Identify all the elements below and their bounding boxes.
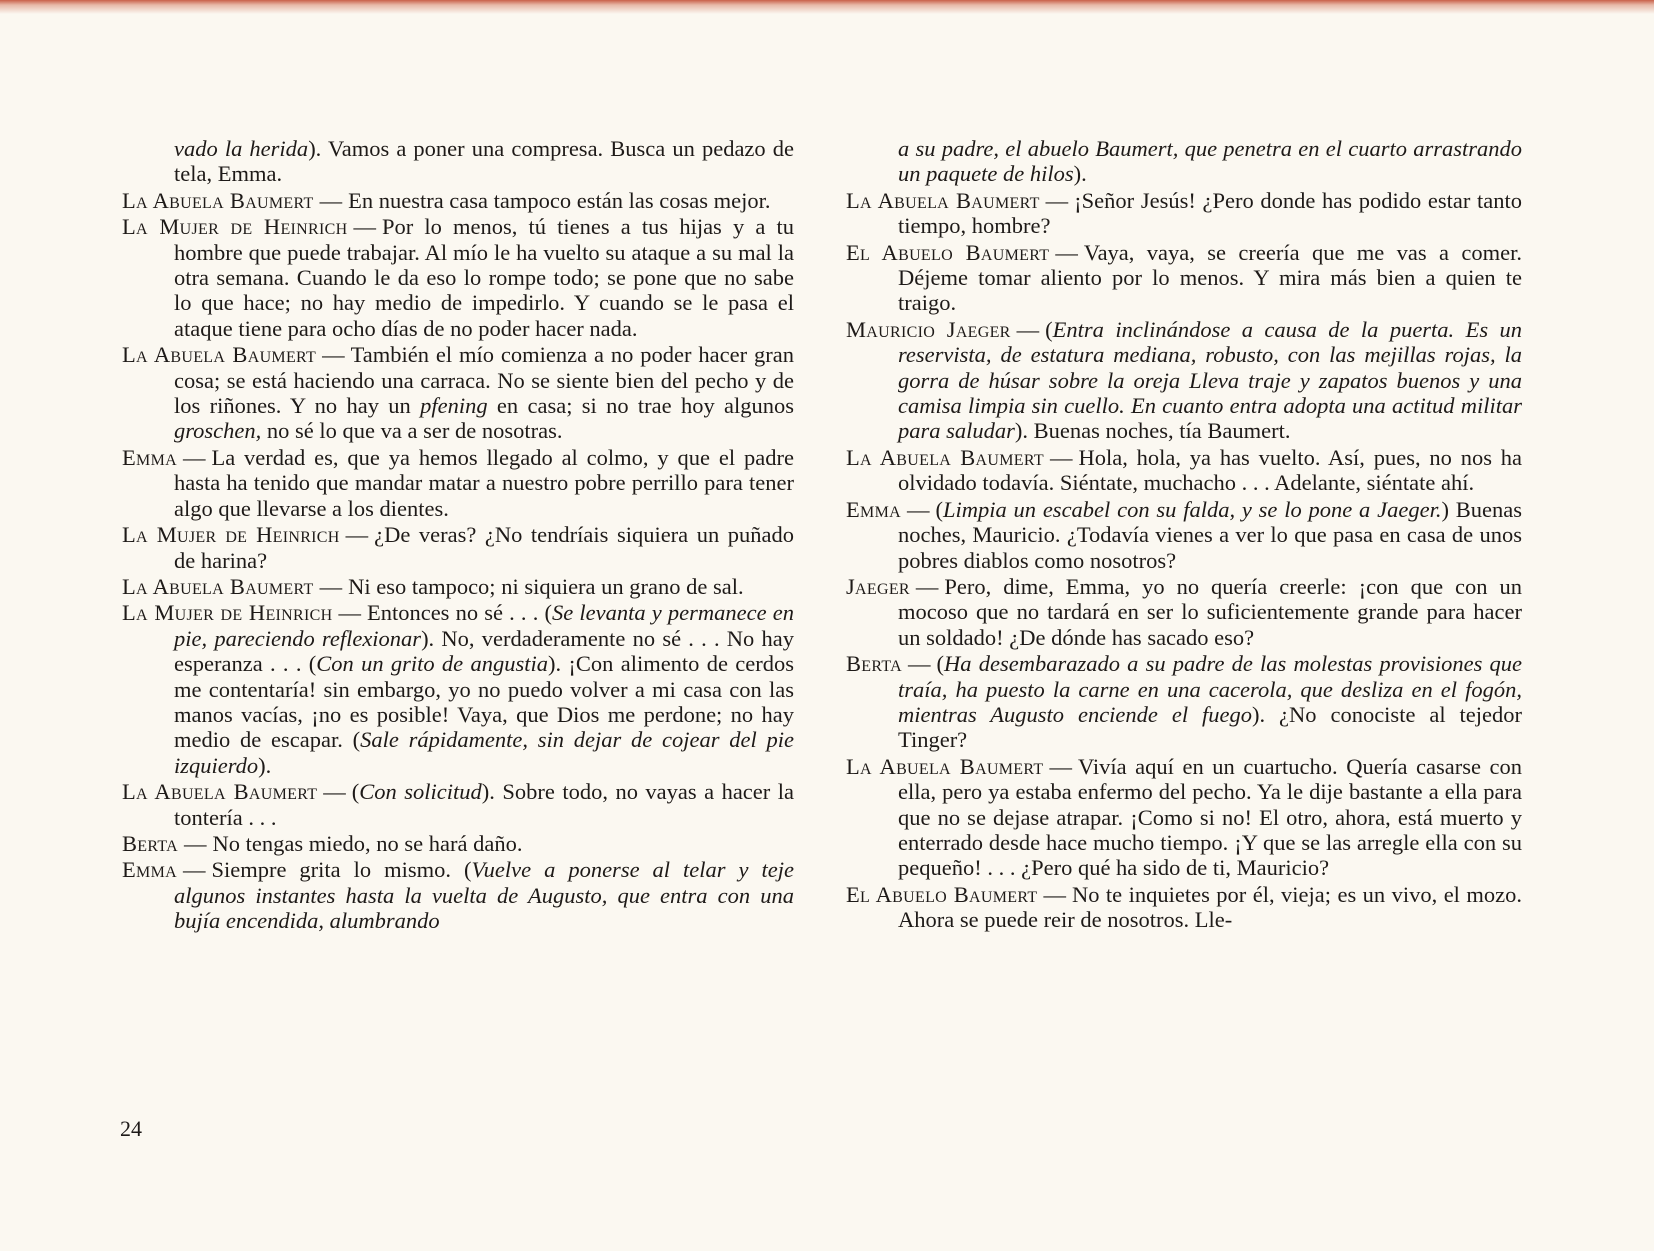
speaker-name: La Abuela Baumert bbox=[846, 753, 1044, 779]
dialogue-paragraph bbox=[122, 779, 794, 830]
dialogue-text: ). ¡Con alimento de cerdos me contentaría! sin embargo, yo no puedo volver a mi casa con las manos vacías, ¡no es posible! Vaya, que Dios me perdone; no hay medio de escapar. ( bbox=[174, 651, 794, 753]
speaker-name: Jaeger bbox=[846, 573, 910, 599]
dialogue-text: No tengas miedo, no se hará daño. bbox=[212, 830, 523, 856]
dialogue-text: no sé lo que va a ser de nosotras. bbox=[261, 418, 563, 444]
dialogue-text: ¿De veras? ¿No tendríais siquiera un puñado de harina? bbox=[174, 522, 794, 573]
dialogue-text: También el mío comienza a no poder hacer gran cosa; se está haciendo una carraca. No se siente bien del pecho y de los riñones. Y no hay un bbox=[174, 342, 794, 419]
dialogue-text: Pero, dime, Emma, yo no quería creerle: ¡con que con un mocoso que no tardará en ser lo suficientemente grande para hacer un soldado! ¿De dónde has sacado eso? bbox=[898, 573, 1522, 650]
speaker-name: La Abuela Baumert bbox=[846, 187, 1040, 213]
dialogue-paragraph bbox=[122, 600, 794, 778]
dialogue-text: ¡Señor Jesús! ¿Pero donde has podido estar tanto tiempo, hombre? bbox=[898, 187, 1522, 239]
speaker-dash: — bbox=[1016, 316, 1040, 342]
dialogue-paragraph bbox=[122, 522, 794, 573]
stage-direction: Limpia un escabel con su falda, y se lo pone a Jaeger. bbox=[942, 496, 1442, 522]
stage-direction: Entra inclinándose a causa de la puerta. Es un reservista, de estatura mediana, robusto, con las mejillas rojas, la gorra de húsar sobre la oreja Lleva traje y zapatos buenos y una camisa limpia sin cuello. En cuanto entra adopta una actitud militar para saludar bbox=[898, 316, 1522, 444]
speaker-name: La Mujer de Heinrich bbox=[122, 214, 348, 240]
dialogue-text: ). bbox=[1073, 161, 1087, 187]
dialogue-paragraph bbox=[122, 214, 794, 341]
speaker-dash: — bbox=[345, 522, 369, 548]
stage-direction: Con solicitud bbox=[359, 779, 482, 805]
dialogue-text: En nuestra casa tampoco están las cosas mejor. bbox=[348, 187, 771, 213]
stage-direction: Sale rápidamente, sin dejar de cojear del pie izquierdo bbox=[174, 727, 794, 778]
speaker-dash: — bbox=[322, 342, 345, 368]
dialogue-text: La verdad es, que ya hemos llegado al colmo, y que el padre hasta ha tenido que mandar matar a nuestro pobre perrillo para tener algo que llevarse a los dientes. bbox=[174, 444, 794, 521]
dialogue-text: ( bbox=[1045, 316, 1053, 342]
right-column bbox=[846, 136, 1522, 934]
speaker-name: La Abuela Baumert bbox=[846, 444, 1044, 470]
dialogue-text: Vaya, vaya, se creería que me vas a comer. Déjeme tomar aliento por lo menos. Y mira más bien a quien te traigo. bbox=[898, 239, 1522, 316]
stage-direction: Vuelve a ponerse al telar y teje algunos instantes hasta la vuelta de Augusto, que entra con una bujía encendida, alumbrando bbox=[174, 857, 795, 934]
dialogue-text: ( bbox=[935, 496, 943, 522]
dialogue-paragraph bbox=[846, 445, 1522, 496]
page-number: 24 bbox=[120, 1116, 142, 1141]
dialogue-text: Siempre grita lo mismo. ( bbox=[211, 857, 472, 883]
dialogue-text: ). No, verdaderamente no sé . . . No hay esperanza . . . ( bbox=[174, 625, 794, 677]
speaker-dash: — bbox=[1049, 444, 1073, 470]
dialogue-text: Hola, hola, ya has vuelto. Así, pues, no nos ha olvidado todavía. Siéntate, muchacho . . . Adelante, siéntate ahí. bbox=[898, 444, 1522, 496]
speaker-name: Berta bbox=[846, 651, 903, 677]
stage-direction: Se levanta y permanece en pie, pareciendo reflexionar bbox=[174, 600, 794, 651]
speaker-name: Emma bbox=[122, 444, 177, 470]
speaker-name: La Abuela Baumert bbox=[122, 342, 317, 368]
speaker-name: El Abuelo Baumert bbox=[846, 239, 1050, 265]
dialogue-paragraph bbox=[846, 188, 1522, 239]
dialogue-paragraph bbox=[122, 445, 794, 521]
dialogue-text: Entonces no sé . . . ( bbox=[366, 600, 552, 626]
dialogue-paragraph bbox=[122, 857, 794, 933]
speaker-dash: — bbox=[323, 779, 346, 805]
speaker-dash: — bbox=[906, 496, 930, 522]
stage-direction: groschen, bbox=[174, 418, 262, 444]
stage-direction: pfening bbox=[420, 393, 488, 419]
dialogue-paragraph bbox=[122, 831, 794, 856]
left-column bbox=[122, 136, 794, 935]
speaker-dash: — bbox=[319, 187, 343, 213]
speaker-name: Emma bbox=[846, 496, 901, 522]
speaker-dash: — bbox=[1043, 881, 1066, 907]
dialogue-paragraph bbox=[846, 574, 1522, 650]
dialogue-text: ( bbox=[351, 779, 360, 805]
speaker-name: La Abuela Baumert bbox=[122, 187, 314, 213]
speaker-dash: — bbox=[1055, 239, 1078, 265]
dialogue-text: Ni eso tampoco; ni siquiera un grano de sal. bbox=[348, 573, 744, 599]
speaker-dash: — bbox=[184, 830, 207, 856]
dialogue-text: Vivía aquí en un cuartucho. Quería casarse con ella, pero ya estaba enfermo del pecho. Ya le dije bastante a ella para que no se dejase atrapar. ¡Como si no! El otro, ahora, está muerto y enterrado desde hace mucho tiempo. ¡Y que se las arregle ella con su pequeño! . . . ¿Pero qué ha sido de ti, Mauricio? bbox=[898, 753, 1522, 881]
dialogue-text: ). bbox=[258, 752, 272, 778]
dialogue-paragraph bbox=[846, 754, 1522, 881]
dialogue-text: ) Buenas noches, Mauricio. ¿Todavía vienes a ver lo que pasa en casa de unos pobres diablos como nosotros? bbox=[898, 496, 1523, 573]
speaker-dash: — bbox=[182, 857, 206, 883]
dialogue-paragraph bbox=[846, 497, 1522, 573]
speaker-dash: — bbox=[182, 444, 206, 470]
dialogue-text: No te inquietes por él, vieja; es un vivo, el mozo. Ahora se puede reir de nosotros. Lle- bbox=[898, 881, 1522, 933]
dialogue-paragraph bbox=[122, 188, 794, 213]
speaker-name: El Abuelo Baumert bbox=[846, 881, 1038, 907]
speaker-dash: — bbox=[915, 573, 939, 599]
dialogue-paragraph bbox=[846, 317, 1522, 444]
speaker-name: La Abuela Baumert bbox=[122, 779, 318, 805]
dialogue-text: Por lo menos, tú tienes a tus hijas y a tu hombre que puede trabajar. Al mío le ha vuelto su ataque a su mal la otra semana. Cuando le da eso lo rompe todo; se pone que no sabe lo que hace; no hay medio de impedirlo. Y cuando se le pasa el ataque tiene para ocho días de no poder hacer nada. bbox=[174, 214, 794, 341]
speaker-dash: — bbox=[319, 573, 343, 599]
dialogue-text: ( bbox=[936, 651, 945, 677]
speaker-dash: — bbox=[338, 600, 361, 626]
dialogue-paragraph bbox=[846, 240, 1522, 316]
dialogue-text: en casa; si no trae hoy algunos bbox=[487, 393, 795, 419]
speaker-name: Emma bbox=[122, 857, 177, 883]
dialogue-paragraph bbox=[122, 574, 794, 599]
speaker-name: Berta bbox=[122, 830, 179, 856]
speaker-name: La Mujer de Heinrich bbox=[122, 522, 340, 548]
speaker-dash: — bbox=[1049, 753, 1072, 779]
speaker-dash: — bbox=[353, 214, 376, 240]
speaker-name: La Abuela Baumert bbox=[122, 573, 314, 599]
stage-direction: a su padre, el abuelo Baumert, que penetra en el cuarto arrastrando un paquete de hilos bbox=[898, 136, 1522, 187]
dialogue-text: ). Buenas noches, tía Baumert. bbox=[1014, 418, 1291, 444]
stage-direction: vado la herida bbox=[174, 136, 309, 161]
dialogue-paragraph bbox=[122, 136, 794, 187]
page-top-edge bbox=[0, 0, 1654, 14]
stage-direction: Con un grito de angustia bbox=[316, 651, 548, 677]
speaker-dash: — bbox=[908, 651, 931, 677]
dialogue-paragraph bbox=[846, 651, 1522, 753]
stage-direction: Ha desembarazado a su padre de las molestas provisiones que traía, ha puesto la carne en una cacerola, que desliza en el fogón, mientras Augusto enciende el fuego bbox=[898, 651, 1522, 727]
dialogue-text: ). Sobre todo, no vayas a hacer la tontería . . . bbox=[174, 779, 794, 830]
dialogue-paragraph bbox=[846, 882, 1522, 933]
dialogue-text: ). Vamos a poner una compresa. Busca un pedazo de tela, Emma. bbox=[174, 136, 794, 187]
speaker-dash: — bbox=[1045, 187, 1069, 213]
speaker-name: Mauricio Jaeger bbox=[846, 316, 1011, 342]
speaker-name: La Mujer de Heinrich bbox=[122, 600, 333, 626]
dialogue-paragraph bbox=[846, 136, 1522, 187]
dialogue-paragraph bbox=[122, 342, 794, 444]
dialogue-text: ). ¿No conociste al tejedor Tinger? bbox=[898, 701, 1522, 753]
